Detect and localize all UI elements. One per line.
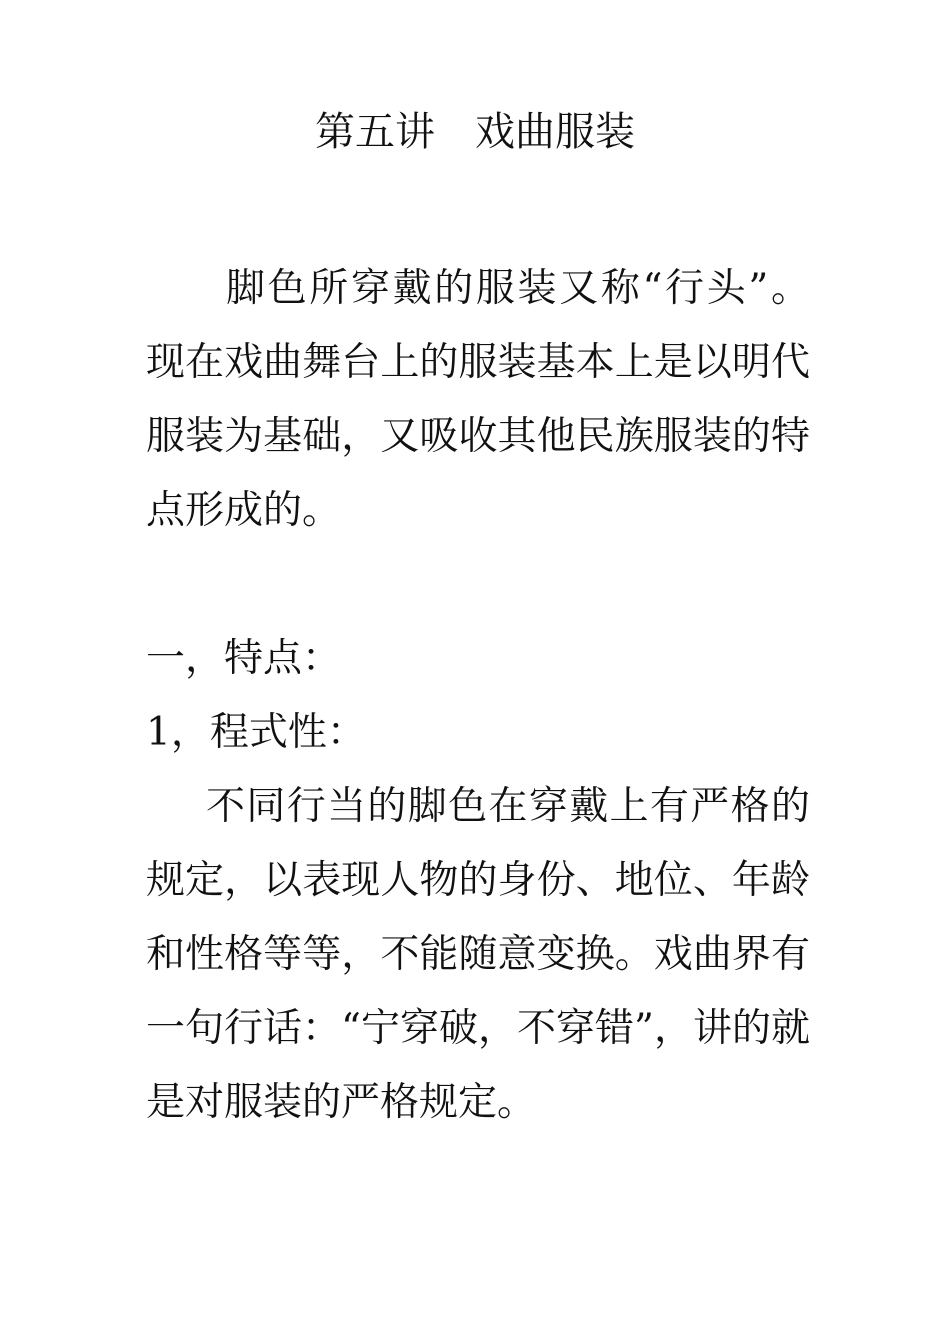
body-section bbox=[146, 770, 810, 1140]
subsection-heading bbox=[146, 696, 810, 770]
page-title: 第五讲 戏曲服装 bbox=[315, 109, 635, 155]
subsection-heading-text: 1，程式性： bbox=[146, 710, 366, 755]
intro-paragraph: 脚色所穿戴的服装又称“行头”。现在戏曲舞台上的服装基本上是以明代服装为基础，又吸收其他民族服装的特点形成的。 bbox=[146, 266, 810, 533]
body-paragraph: 不同行当的脚色在穿戴上有严格的规定，以表现人物的身份、地位、年龄和性格等等，不能随意变换。戏曲界有一句行话：“宁穿破，不穿错”，讲的就是对服装的严格规定。 bbox=[146, 784, 810, 1125]
section-heading-text: 一，特点： bbox=[146, 636, 342, 681]
intro-section bbox=[146, 252, 810, 548]
section-heading bbox=[146, 622, 810, 696]
